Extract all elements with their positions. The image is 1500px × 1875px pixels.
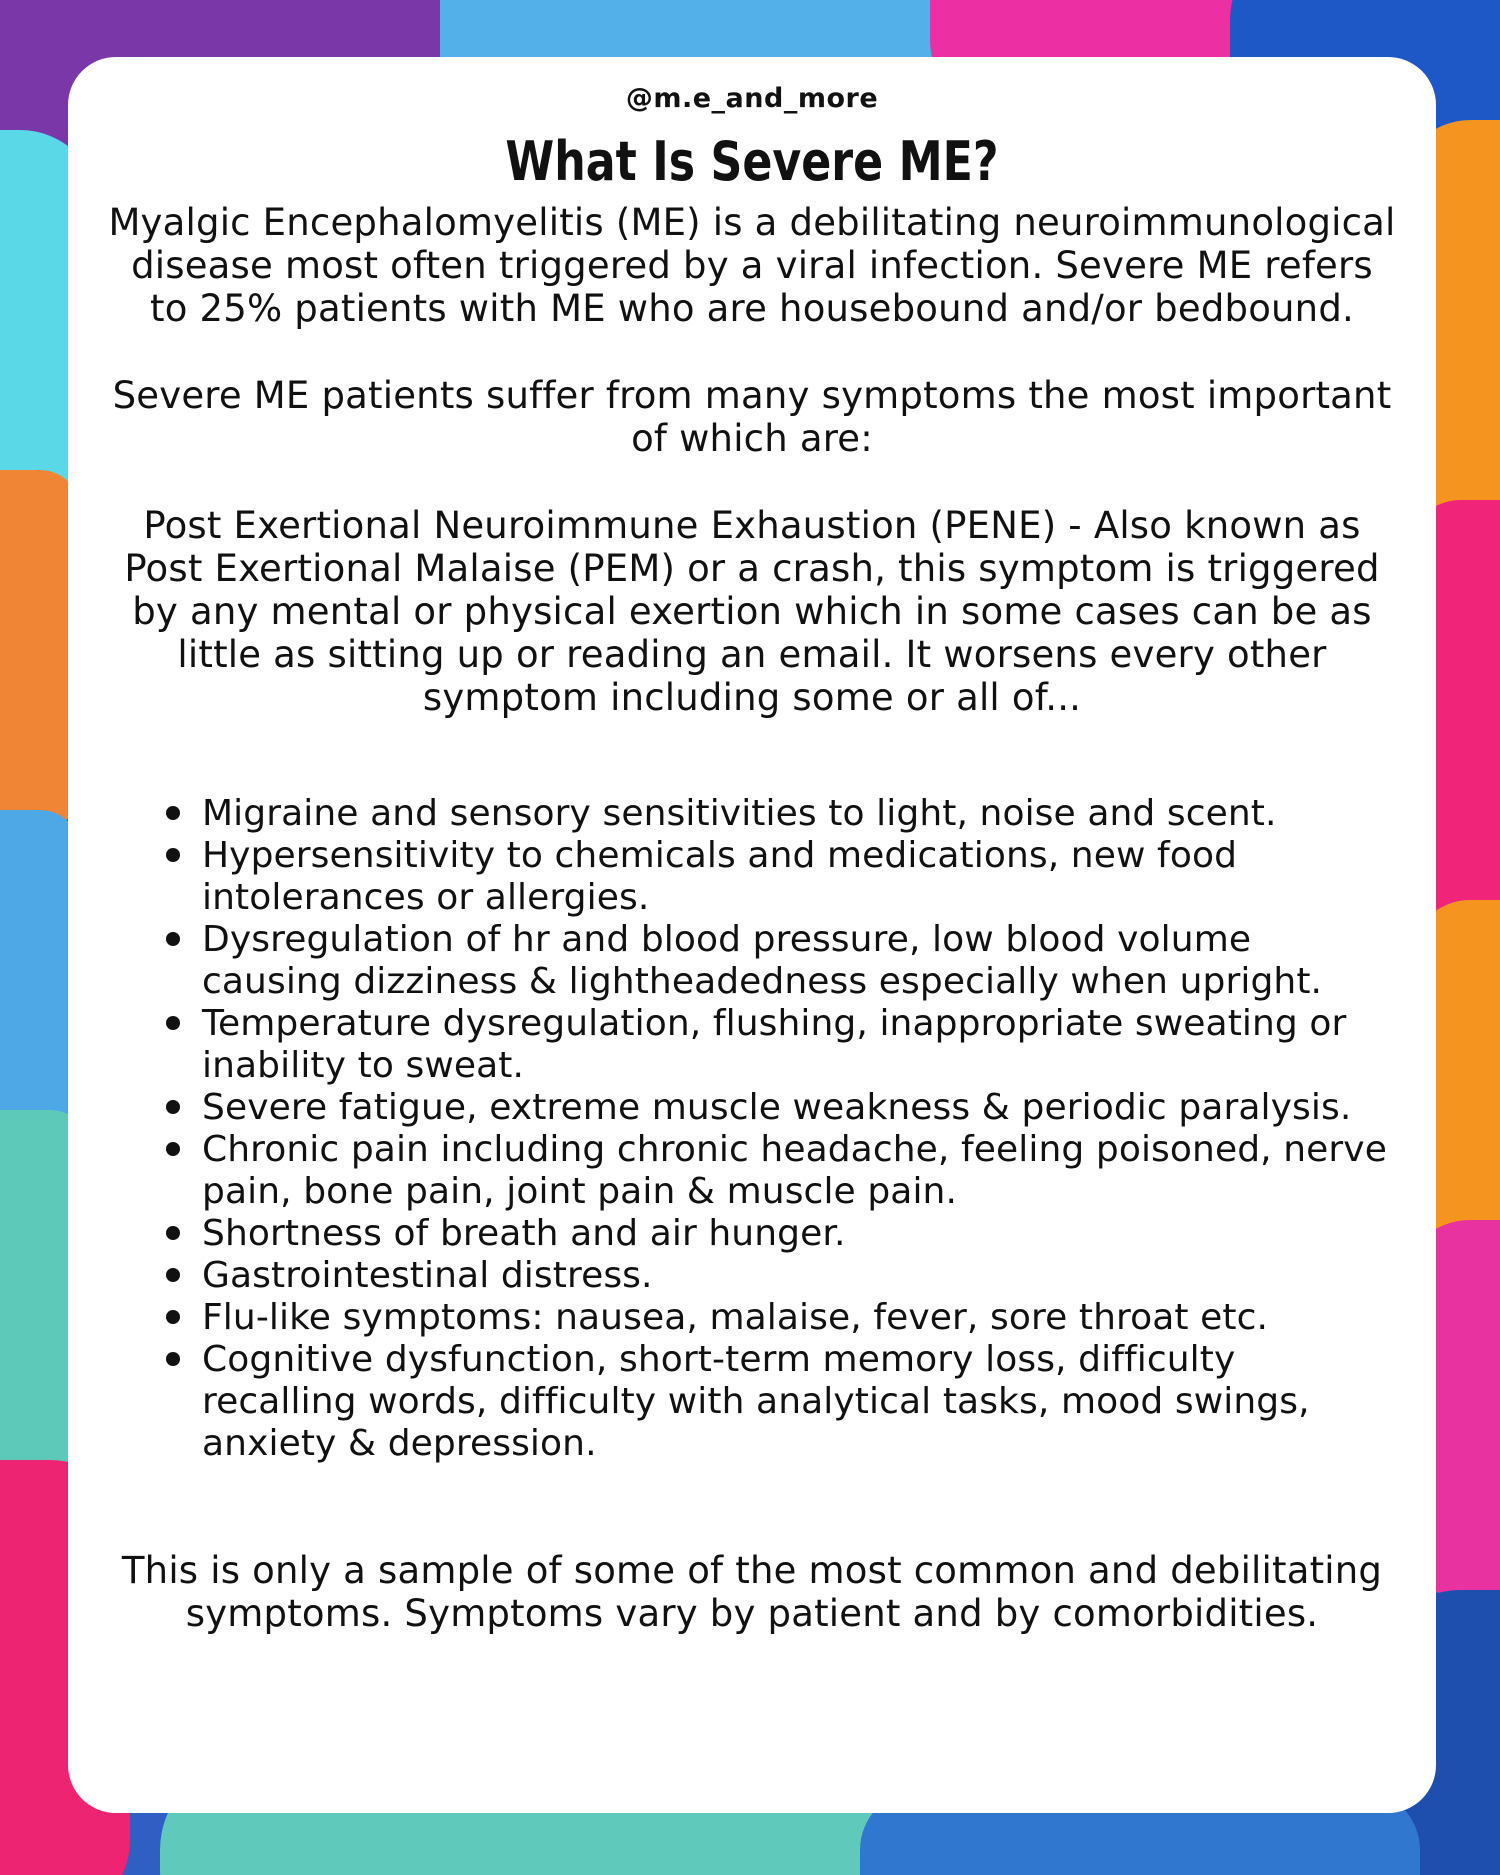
list-item: Shortness of breath and air hunger. — [202, 1213, 1396, 1255]
list-item: Chronic pain including chronic headache, feeling poisoned, nerve pain, bone pain, joint pain & muscle pain. — [202, 1129, 1396, 1213]
list-item: Gastrointestinal distress. — [202, 1255, 1396, 1297]
list-item: Dysregulation of hr and blood pressure, low blood volume causing dizziness & lightheadedness especially when upright. — [202, 919, 1396, 1003]
list-item: Temperature dysregulation, flushing, inappropriate sweating or inability to sweat. — [202, 1003, 1396, 1087]
info-card — [68, 57, 1436, 1813]
intro-paragraph: Myalgic Encephalomyelitis (ME) is a debilitating neuroimmunological disease most often triggered by a viral infection. Severe ME refers to 25% patients with ME who are housebound and/or bedbound. — [108, 201, 1396, 330]
bullet-icon — [166, 1268, 180, 1282]
symptoms-intro-paragraph: Severe ME patients suffer from many symptoms the most important of which are: — [112, 374, 1392, 460]
pene-paragraph: Post Exertional Neuroimmune Exhaustion (PENE) - Also known as Post Exertional Malaise (PEM) or a crash, this symptom is triggered by any mental or physical exertion which in some cases can be as little as sitting up or reading an email. It worsens every other symptom including some or all of... — [124, 504, 1380, 719]
bullet-icon — [166, 1142, 180, 1156]
bullet-icon — [166, 1352, 180, 1366]
symptom-list — [108, 793, 1396, 1465]
bullet-icon — [166, 806, 180, 820]
list-item: Hypersensitivity to chemicals and medications, new food intolerances or allergies. — [202, 835, 1396, 919]
account-handle: @m.e_and_more — [625, 83, 879, 114]
bullet-icon — [166, 848, 180, 862]
closing-paragraph: This is only a sample of some of the most common and debilitating symptoms. Symptoms vary by patient and by comorbidities. — [121, 1549, 1383, 1635]
page-title: What Is Severe ME? — [505, 130, 999, 193]
bullet-icon — [166, 1100, 180, 1114]
bullet-icon — [166, 1016, 180, 1030]
bullet-icon — [166, 932, 180, 946]
bullet-icon — [166, 1310, 180, 1324]
list-item: Flu-like symptoms: nausea, malaise, fever, sore throat etc. — [202, 1297, 1396, 1339]
bullet-icon — [166, 1226, 180, 1240]
list-item: Severe fatigue, extreme muscle weakness & periodic paralysis. — [202, 1087, 1396, 1129]
list-item: Migraine and sensory sensitivities to light, noise and scent. — [202, 793, 1396, 835]
list-item: Cognitive dysfunction, short-term memory loss, difficulty recalling words, difficulty with analytical tasks, mood swings, anxiety & depression. — [202, 1339, 1396, 1465]
